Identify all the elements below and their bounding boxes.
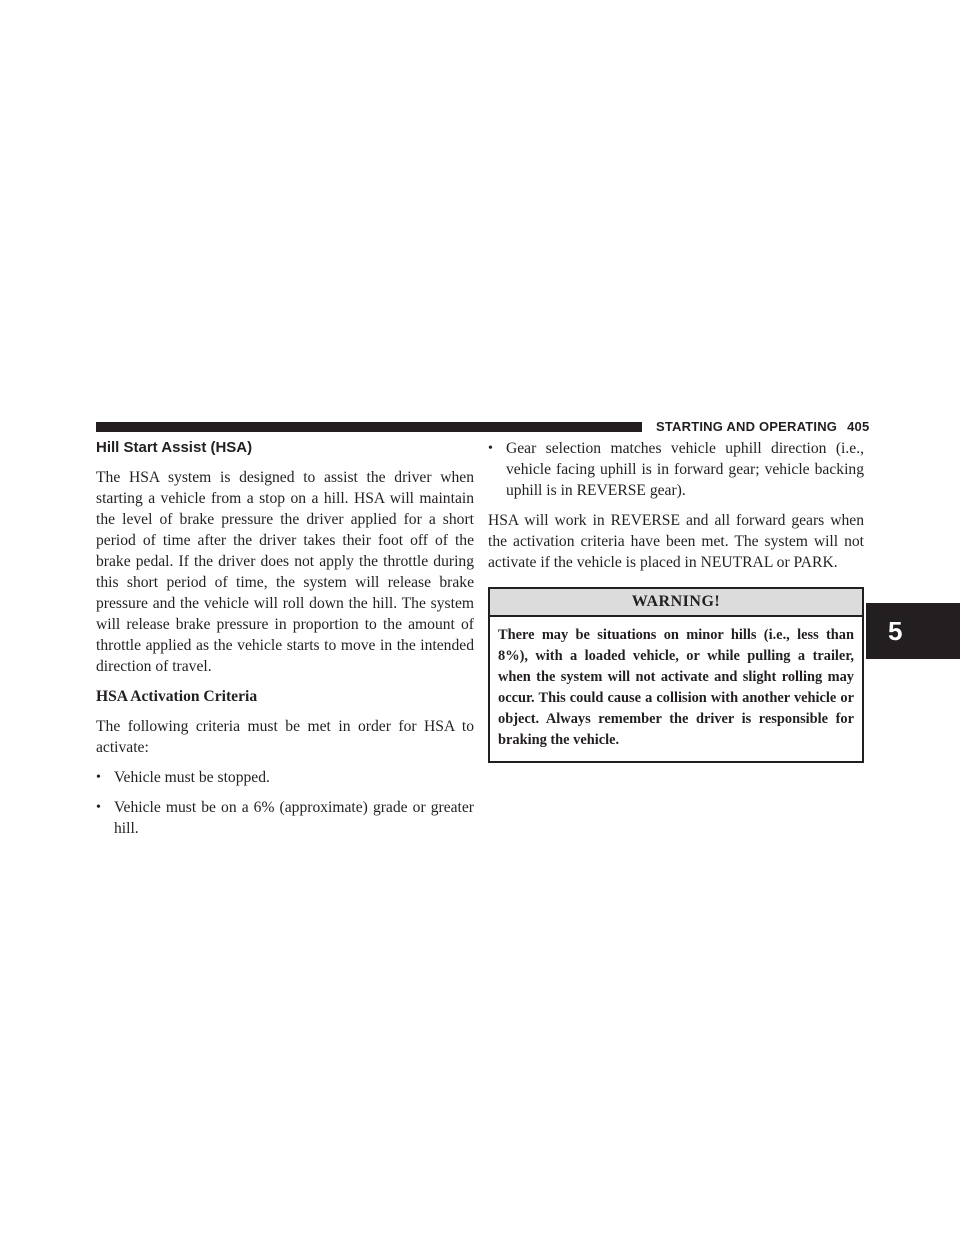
page-number: 405 bbox=[847, 419, 870, 434]
list-item-text: Vehicle must be stopped. bbox=[114, 769, 270, 786]
bullet-icon: • bbox=[96, 800, 101, 815]
bullet-icon: • bbox=[488, 441, 493, 456]
intro-paragraph: The HSA system is designed to assist the driver when starting a vehicle from a stop on a hill. HSA will maintain the level of brake pressure the driver applied for a short period of time after the driver takes their foot off of the brake pedal. If the driver does not apply the throttle during this short period of time, the system will release brake pressure and the vehicle will roll down the hill. The system will release brake pressure in proportion to the amount of throttle applied as the vehicle starts to move in the intended direction of travel. bbox=[96, 469, 474, 675]
criteria-intro: The following criteria must be met in order for HSA to activate: bbox=[96, 718, 474, 756]
subsection-title: HSA Activation Criteria bbox=[96, 688, 258, 705]
activation-paragraph: HSA will work in REVERSE and all forward gears when the activation criteria have been met. The system will not activate if the vehicle is placed in NEUTRAL or PARK. bbox=[488, 512, 864, 571]
section-title: Hill Start Assist (HSA) bbox=[96, 439, 253, 456]
warning-box bbox=[488, 587, 864, 763]
list-item bbox=[96, 797, 474, 839]
running-header bbox=[656, 418, 870, 436]
list-item-text: Vehicle must be on a 6% (approximate) grade or greater hill. bbox=[114, 799, 474, 837]
list-item bbox=[488, 438, 864, 501]
chapter-tab: 5 bbox=[866, 603, 960, 659]
bullet-icon: • bbox=[96, 770, 101, 785]
warning-heading: WARNING! bbox=[490, 589, 862, 617]
section-name: STARTING AND OPERATING bbox=[656, 419, 838, 434]
right-column bbox=[488, 438, 864, 763]
left-column bbox=[96, 438, 474, 848]
header-rule bbox=[96, 422, 642, 432]
list-item bbox=[96, 767, 474, 788]
list-item-text: Gear selection matches vehicle uphill direction (i.e., vehicle facing uphill is in forward gear; vehicle backing uphill is in REVERSE gear). bbox=[506, 440, 864, 499]
warning-text: There may be situations on minor hills (i.e., less than 8%), with a loaded vehicle, or while pulling a trailer, when the system will not activate and slight rolling may occur. This could cause a collision with another vehicle or object. Always remember the driver is responsible for braking the vehicle. bbox=[498, 627, 854, 748]
